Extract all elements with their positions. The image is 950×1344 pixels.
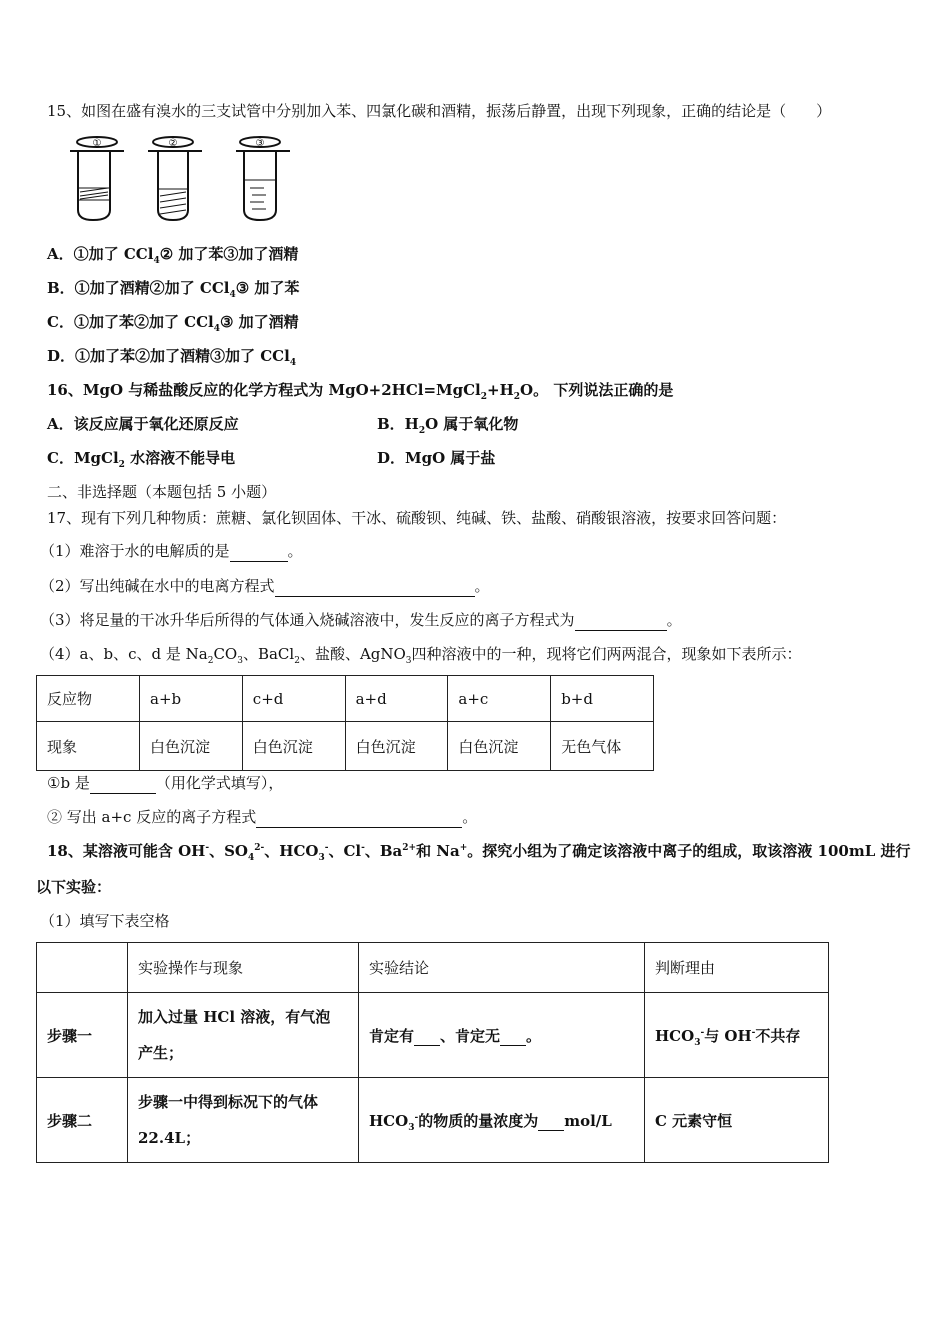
cell: $HCO_3^-$的物质的量浓度为 mol/L [359, 1078, 645, 1163]
cell: a+d [345, 676, 448, 722]
q16-option-a: A．该反应属于氧化还原反应 [47, 415, 239, 433]
cell: 白色沉淀 [140, 722, 243, 771]
table-row [37, 943, 829, 993]
q15-option-d: D．①加了苯②加了酒精③加了 CCl$_4$ [47, 347, 297, 368]
q15-option-c: C．①加了苯②加了 CCl$_4$③ 加了酒精 [47, 313, 299, 334]
q15-stem: 15、如图在盛有溴水的三支试管中分别加入苯、四氯化碳和酒精，振荡后静置，出现下列现象，正确的结论是（ ） [47, 102, 832, 120]
cell: 白色沉淀 [345, 722, 448, 771]
test-tubes-figure [66, 132, 296, 224]
q17-part1: （1）难溶于水的电解质的是 。 [40, 542, 303, 560]
cell: b+d [551, 676, 654, 722]
q15-option-a: A．①加了 CCl$_4$② 加了苯③加了酒精 [47, 245, 299, 266]
q17-part2: （2）写出纯碱在水中的电离方程式 。 [40, 577, 490, 595]
cell: a+c [448, 676, 551, 722]
cell: 步骤二 [37, 1078, 128, 1163]
q18-part1: （1）填写下表空格 [40, 912, 170, 930]
q18-stem-cont: 以下实验： [36, 878, 112, 896]
q16-stem: 16、MgO 与稀盐酸反应的化学方程式为 $MgO+2HCl=MgCl_2+H_2O$。 下列说法正确的是 [47, 381, 674, 402]
table-row [37, 993, 829, 1078]
q17-part3: （3）将足量的干冰升华后所得的气体通入烧碱溶液中，发生反应的离子方程式为 。 [40, 611, 682, 629]
cell: $HCO_3^-$与 OH-不共存 [645, 993, 829, 1078]
q15-option-b: B．①加了酒精②加了 CCl$_4$③ 加了苯 [47, 279, 300, 300]
cell: 肯定有 、肯定无 。 [359, 993, 645, 1078]
cell: 判断理由 [645, 943, 829, 993]
section-heading: 二、非选择题（本题包括 5 小题） [47, 483, 277, 501]
cell: c+d [242, 676, 345, 722]
cell: 无色气体 [551, 722, 654, 771]
cell: C 元素守恒 [645, 1078, 829, 1163]
cell: a+b [140, 676, 243, 722]
cell: 实验操作与现象 [128, 943, 359, 993]
cell: 反应物 [37, 676, 140, 722]
q17-part4: （4）a、b、c、d 是 $Na_2CO_3$、BaCl$_2$、盐酸、AgNO$_3$四种溶液中的一种，现将它们两两混合，现象如下表所示： [40, 645, 802, 666]
q17-table [36, 675, 654, 771]
cell: 白色沉淀 [448, 722, 551, 771]
tube-label: ① [92, 138, 102, 149]
table-row [37, 676, 654, 722]
cell: 加入过量 HCl 溶液，有气泡 产生； [128, 993, 359, 1078]
q16-option-d: D．MgO 属于盐 [377, 449, 496, 467]
q17-sub2: ② 写出 a+c 反应的离子方程式 。 [47, 808, 478, 826]
q17-sub1: ①b 是 （用化学式填写）， [47, 774, 284, 792]
cell: 现象 [37, 722, 140, 771]
table-row [37, 1078, 829, 1163]
tube-label: ③ [255, 138, 265, 149]
tube-label: ② [168, 138, 178, 149]
cell: 白色沉淀 [242, 722, 345, 771]
cell: 步骤一 [37, 993, 128, 1078]
q16-option-b: B．$H_2O$ 属于氧化物 [377, 415, 519, 436]
cell [37, 943, 128, 993]
q18-table [36, 942, 829, 1163]
cell: 实验结论 [359, 943, 645, 993]
table-row [37, 722, 654, 771]
q17-stem: 17、现有下列几种物质：蔗糖、氯化钡固体、干冰、硫酸钡、纯碱、铁、盐酸、硝酸银溶液，按要求回答问题： [47, 509, 787, 527]
cell: 步骤一中得到标况下的气体 22.4L； [128, 1078, 359, 1163]
q18-stem: 18、某溶液可能含 OH-、$SO_4^{2-}$、$HCO_3^-$、Cl-、$Ba^{2+}$和 Na+。探究小组为了确定该溶液中离子的组成，取该溶液 100mL 进行 [47, 842, 911, 863]
q16-option-c: C．MgCl$_2$ 水溶液不能导电 [47, 449, 236, 470]
